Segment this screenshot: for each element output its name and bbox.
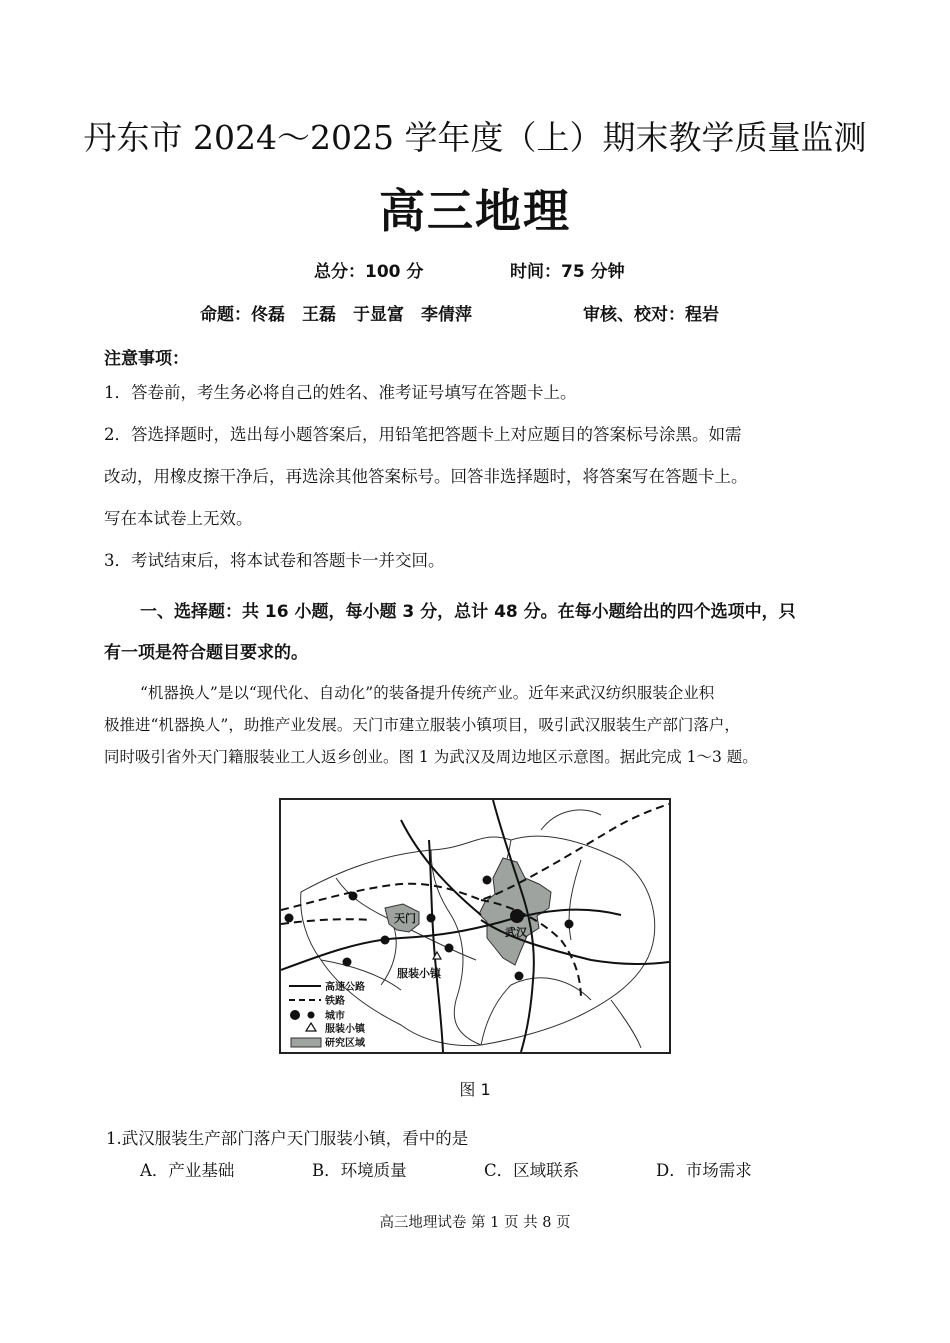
passage <box>104 677 864 773</box>
legend-city-big <box>290 1010 300 1020</box>
notice-list <box>104 372 864 582</box>
town-label: 服装小镇 <box>397 967 441 980</box>
passage-line: 同时吸引省外天门籍服装业工人返乡创业。图 1 为武汉及周边地区示意图。据此完成 1～3 题。 <box>104 748 758 766</box>
reviewers: 审核、校对：程岩 <box>583 305 719 325</box>
city-dot <box>483 876 492 885</box>
city-dot <box>427 914 436 923</box>
legend-town-swatch <box>306 1023 316 1031</box>
notice-item: 写在本试卷上无效。 <box>104 509 253 528</box>
map-figure <box>279 798 671 1054</box>
section-heading-line2: 有一项是符合题目要求的。 <box>104 643 308 663</box>
passage-line: “机器换人”是以“现代化、自动化”的装备提升传统产业。近年来武汉纺织服装企业积 <box>140 684 715 702</box>
subject-title: 高三地理 <box>379 184 571 238</box>
section-heading-line1: 一、选择题：共 16 小题，每小题 3 分，总计 48 分。在每小题给出的四个选项中，只 <box>140 602 796 622</box>
option-b[interactable]: B．环境质量 <box>312 1161 407 1180</box>
option-c[interactable]: C．区域联系 <box>484 1161 580 1180</box>
railways <box>281 804 669 1000</box>
notice-title: 注意事项： <box>104 349 189 369</box>
tianmen-label: 天门 <box>394 912 416 925</box>
city-dot <box>515 972 524 981</box>
question-1-options <box>140 1157 752 1181</box>
legend-city-small <box>308 1012 315 1019</box>
notice-item: 改动，用橡皮擦干净后，再选涂其他答案标号。回答非选择题时，将答案写在答题卡上。 <box>104 467 748 486</box>
total-score: 总分：100 分 <box>314 262 424 282</box>
option-a[interactable]: A．产业基础 <box>140 1161 235 1180</box>
map-svg <box>281 800 669 1052</box>
boundaries <box>301 810 655 1048</box>
legend-highway-label: 高速公路 <box>325 982 365 993</box>
wuhan-label: 武汉 <box>505 926 527 939</box>
city-dot <box>381 936 390 945</box>
question-1-stem: 1.武汉服装生产部门落户天门服装小镇，看中的是 <box>106 1129 469 1148</box>
notice-item: 1．答卷前，考生务必将自己的姓名、准考证号填写在答题卡上。 <box>104 383 577 402</box>
notice-item: 3．考试结束后，将本试卷和答题卡一并交回。 <box>104 551 445 570</box>
notice-item: 2．答选择题时，选出每小题答案后，用铅笔把答题卡上对应题目的答案标号涂黑。如需 <box>104 425 742 444</box>
legend-railway-label: 铁路 <box>325 996 345 1007</box>
legend-city-label: 城市 <box>325 1011 345 1022</box>
city-dot <box>285 914 294 923</box>
city-dot <box>445 944 454 953</box>
authors: 命题：佟磊 王磊 于显富 李倩萍 <box>200 305 472 325</box>
passage-line: 极推进“机器换人”，助推产业发展。天门市建立服装小镇项目，吸引武汉服装生产部门落户， <box>104 716 740 734</box>
city-dot <box>565 920 574 929</box>
exam-title: 丹东市 2024～2025 学年度（上）期末教学质量监测 <box>83 118 867 157</box>
figure-caption: 图 1 <box>459 1080 491 1099</box>
legend-town-label: 服装小镇 <box>325 1024 365 1035</box>
city-dot <box>343 958 352 967</box>
city-dot <box>349 892 358 901</box>
legend <box>289 980 366 1049</box>
page-footer: 高三地理试卷 第 1 页 共 8 页 <box>379 1215 571 1231</box>
wuhan-city-dot <box>510 909 524 923</box>
exam-time: 时间：75 分钟 <box>510 262 625 282</box>
legend-region-swatch <box>291 1038 321 1047</box>
option-d[interactable]: D．市场需求 <box>656 1161 752 1180</box>
legend-region-label: 研究区域 <box>325 1038 365 1049</box>
